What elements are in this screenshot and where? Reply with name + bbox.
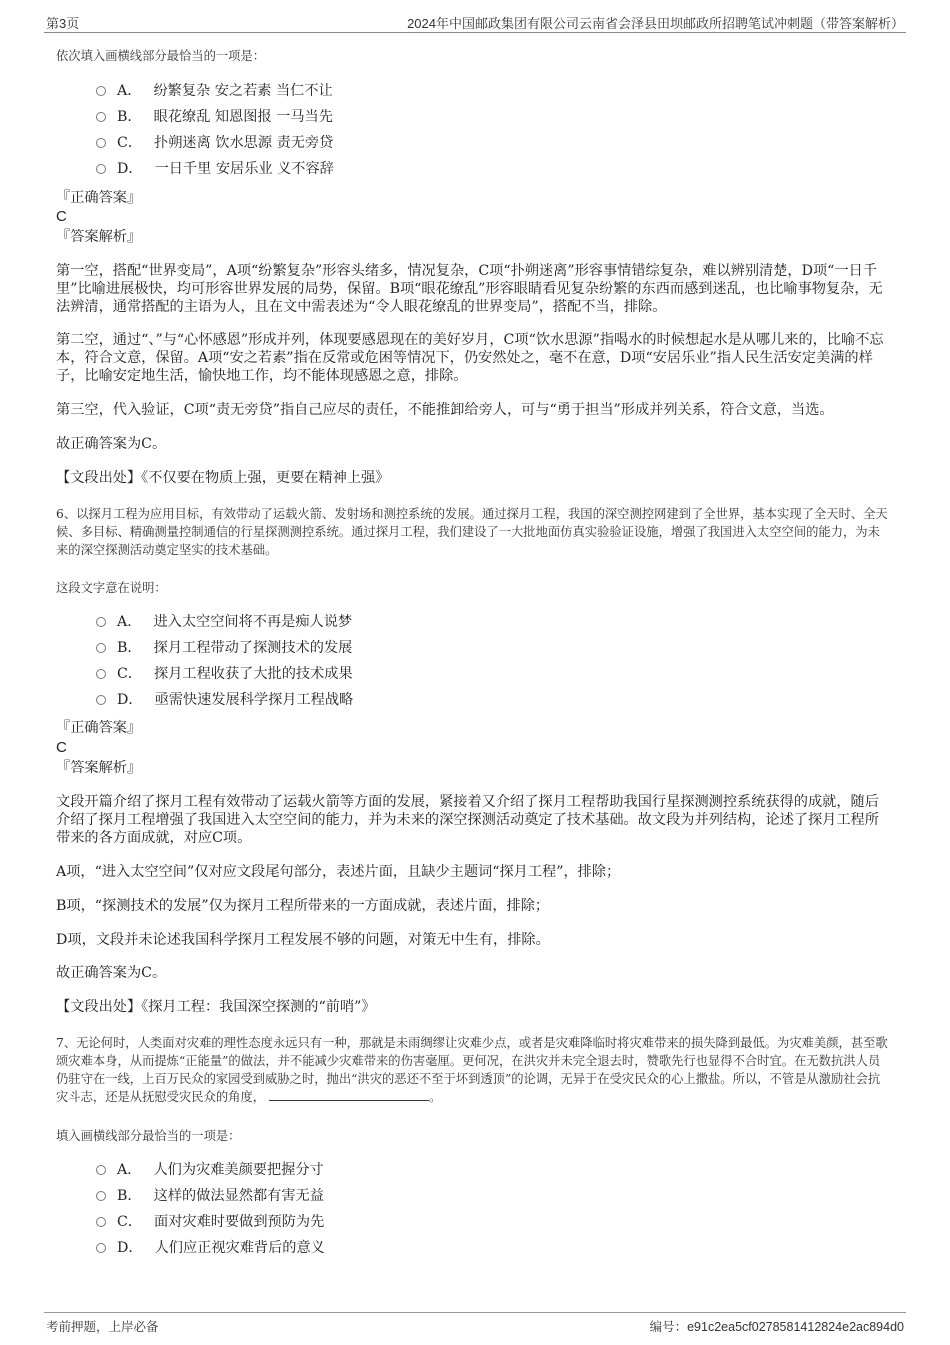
radio-icon[interactable] [96,1165,106,1175]
q6-analysis-label: 『答案解析』 [56,760,142,776]
q6-prompt: 这段文字意在说明： [56,581,167,595]
radio-icon[interactable] [96,138,106,148]
q5-option-d[interactable]: D． 一日千里 安居乐业 义不容辞 [96,160,334,178]
page-header [44,10,906,33]
q6-analysis-conclusion: 故正确答案为C。 [56,965,167,981]
document-title: 2024年中国邮政集团有限公司云南省会泽县田坝邮政所招聘笔试冲刺题（带答案解析） [407,16,904,31]
q7-option-d[interactable]: D． 人们应正视灾难背后的意义 [96,1239,325,1257]
radio-icon[interactable] [96,112,106,122]
q5-analysis-para-1: 第一空，搭配“世界变局”，A项“纷繁复杂”形容头绪多，情况复杂，C项“扑朔迷离”形容事情错综复杂，难以辨别清楚，D项“一日千里”比喻进展极快，均可形容世界发展的局势，保留。B项“眼花缭乱”形容眼睛看见复杂纷繁的东西而感到迷乱，也比喻事物复杂，无法辨清，通常搭配的主语为人，且在文中需表述为“令人眼花缭乱的世界变局”，搭配不当，排除。 [56,263,883,315]
q6-option-a[interactable]: A． 进入太空空间将不再是痴人说梦 [96,613,352,631]
q5-option-a[interactable]: A． 纷繁复杂 安之若素 当仁不让 [96,82,333,100]
q7-prompt: 填入画横线部分最恰当的一项是： [56,1129,241,1143]
radio-icon[interactable] [96,164,106,174]
radio-icon[interactable] [96,669,106,679]
radio-icon[interactable] [96,1217,106,1227]
footer-slogan: 考前押题，上岸必备 [46,1320,159,1334]
document-id: 编号：e91c2ea5cf0278581412824e2ac894d0 [649,1320,904,1334]
q7-option-c[interactable]: C． 面对灾难时要做到预防为先 [96,1213,324,1231]
q5-analysis-conclusion: 故正确答案为C。 [56,436,167,452]
q5-source: 【文段出处】《不仅要在物质上强，更要在精神上强》 [56,470,390,486]
q6-answer-label: 『正确答案』 [56,720,142,736]
q5-analysis-para-3: 第三空，代入验证，C项“责无旁贷”指自己应尽的责任，不能推卸给旁人，可与“勇于担当”形成并列关系，符合文意，当选。 [56,402,834,418]
radio-icon[interactable] [96,643,106,653]
q5-option-c[interactable]: C． 扑朔迷离 饮水思源 责无旁贷 [96,134,333,152]
q7-stem: 7、无论何时，人类面对灾难的理性态度永远只有一种，那就是未雨绸缪让灾难少点，或者是灾难降临时将灾难带来的损失降到最低。为灾难美颜，甚至歌颂灾难本身，从而提炼“正能量”的做法，并不能减少灾难带来的伤害毫厘。更何况，在洪灾并未完全退去时，赞歌先行也显得不合时宜。在无数抗洪人员仍驻守在一线，上百万民众的家园受到威胁之时，抛出“洪灾的恶还不至于坏到透顶”的论调，无异于在受灾民众的心上撒盐。所以，不管是从激励社会抗灾斗志，还是从抚慰受灾民众的角度， 。 [56,1036,888,1104]
page-footer [44,1312,906,1339]
q5-answer: C [56,208,67,225]
radio-icon[interactable] [96,1191,106,1201]
q6-analysis-d: D项，文段并未论述我国科学探月工程发展不够的问题，对策无中生有，排除。 [56,932,550,948]
q5-analysis-para-2: 第二空，通过“、”与“心怀感恩”形成并列，体现要感恩现在的美好岁月，C项“饮水思源”指喝水的时候想起水是从哪儿来的，比喻不忘本，符合文意，保留。A项“安之若素”指在反常或危困等情况下，仍安然处之，毫不在意，D项“安居乐业”指人民生活安定美满的样子，比喻安定地生活，愉快地工作，均不能体现感恩之意，排除。 [56,332,884,384]
q5-option-b[interactable]: B． 眼花缭乱 知恩图报 一马当先 [96,108,333,126]
q5-prompt: 依次填入画横线部分最恰当的一项是： [56,49,266,63]
radio-icon[interactable] [96,695,106,705]
q6-option-b[interactable]: B． 探月工程带动了探测技术的发展 [96,639,352,657]
q7-option-a[interactable]: A． 人们为灾难美颜要把握分寸 [96,1161,324,1179]
q6-analysis-para-1: 文段开篇介绍了探月工程有效带动了运载火箭等方面的发展，紧接着又介绍了探月工程帮助我国行星探测测控系统获得的成就，随后介绍了探月工程增强了我国进入太空空间的能力，并为未来的深空探测活动奠定了技术基础。故文段为并列结构，论述了探月工程所带来的各方面成就，对应C项。 [56,794,879,846]
q6-option-d[interactable]: D． 亟需快速发展科学探月工程战略 [96,691,353,709]
q6-analysis-b: B项，“探测技术的发展”仅为探月工程所带来的一方面成就，表述片面，排除； [56,898,550,914]
q7-option-b[interactable]: B． 这样的做法显然都有害无益 [96,1187,324,1205]
q6-source: 【文段出处】《探月工程：我国深空探测的“前哨”》 [56,999,376,1015]
q6-analysis-a: A项，“进入太空空间”仅对应文段尾句部分，表述片面，且缺少主题词“探月工程”，排除； [56,864,621,880]
q5-analysis-label: 『答案解析』 [56,229,142,245]
radio-icon[interactable] [96,617,106,627]
q6-stem: 6、以探月工程为应用目标，有效带动了运载火箭、发射场和测控系统的发展。通过探月工程，我国的深空测控网建到了全世界，基本实现了全天时、全天候、多目标、精确测量控制通信的行星探测测控系统。通过探月工程，我们建设了一大批地面仿真实验验证设施，增强了我国进入太空空间的能力，为未来的深空探测活动奠定坚实的技术基础。 [56,507,888,557]
q6-option-c[interactable]: C． 探月工程收获了大批的技术成果 [96,665,353,683]
q6-answer: C [56,739,67,756]
radio-icon[interactable] [96,86,106,96]
page-number: 第3页 [46,16,80,31]
q5-answer-label: 『正确答案』 [56,190,142,206]
radio-icon[interactable] [96,1243,106,1253]
fill-blank [269,1088,429,1101]
